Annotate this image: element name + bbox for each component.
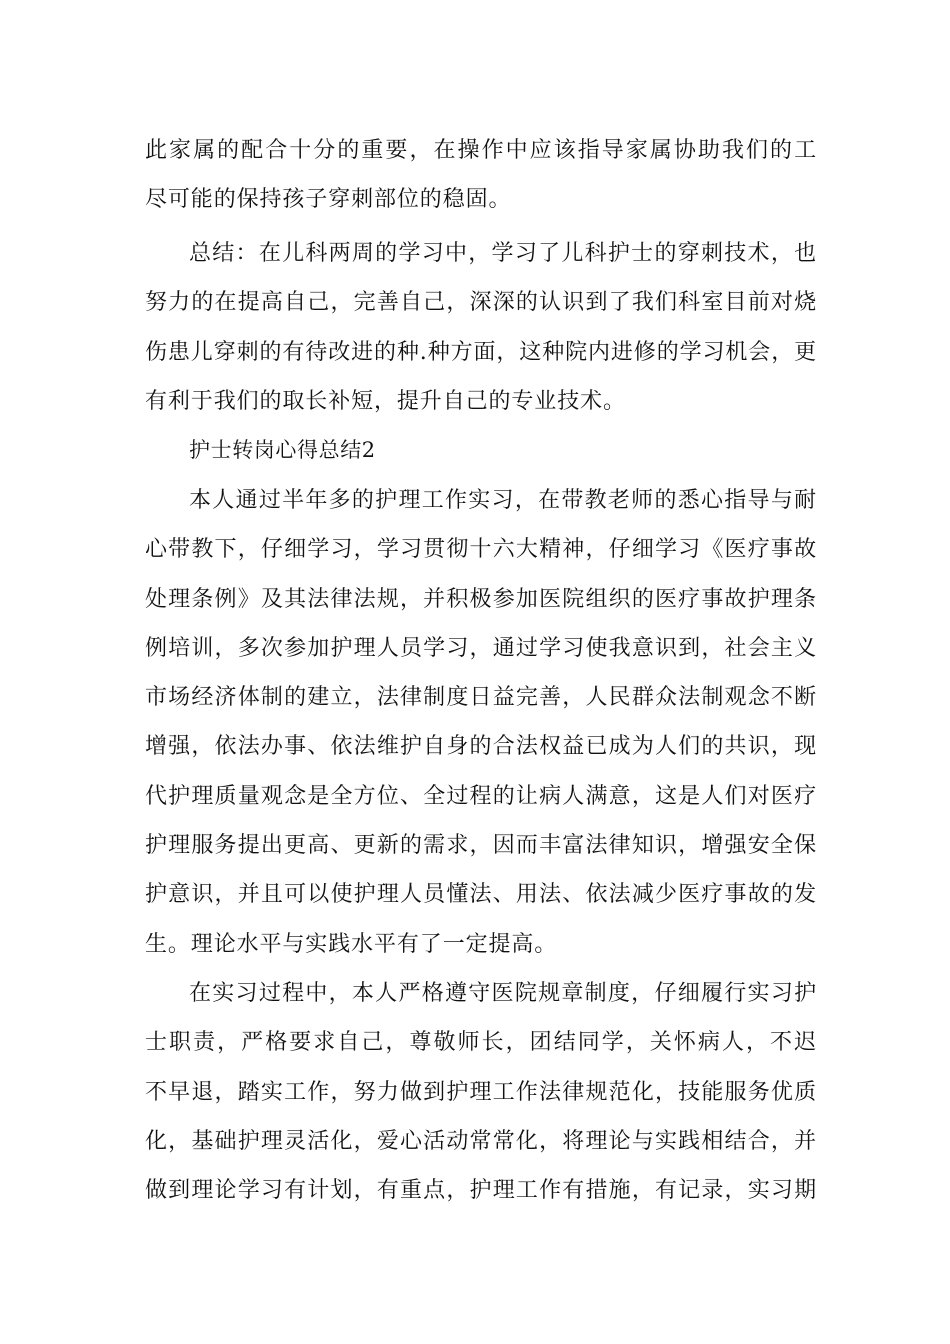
paragraph-summary <box>145 229 817 426</box>
text-line: 总结：在儿科两周的学习中，学习了儿科护士的穿刺技术，也 <box>189 241 817 266</box>
text-line: 市场经济体制的建立，法律制度日益完善，人民群众法制观念不断 <box>145 685 817 711</box>
text-line: 本人通过半年多的护理工作实习，在带教老师的悉心指导与耐 <box>189 488 817 513</box>
text-line: 护意识，并且可以使护理人员懂法、用法、依法减少医疗事故的发 <box>145 882 817 908</box>
text-line: 士职责，严格要求自己，尊敬师长，团结同学，关怀病人，不迟 <box>145 1030 817 1056</box>
text-line: 护理服务提出更高、更新的需求，因而丰富法律知识，增强安全保 <box>145 833 817 859</box>
text-line: 有利于我们的取长补短，提升自己的专业技术。 <box>145 388 626 414</box>
heading-text: 护士转岗心得总结2 <box>189 438 376 462</box>
text-line: 不早退，踏实工作，努力做到护理工作法律规范化，技能服务优质 <box>145 1079 817 1105</box>
text-line: 在实习过程中，本人严格遵守医院规章制度，仔细履行实习护 <box>189 981 817 1006</box>
text-line: 生。理论水平与实践水平有了一定提高。 <box>145 931 558 957</box>
text-line: 例培训，多次参加护理人员学习，通过学习使我意识到，社会主义 <box>145 635 817 661</box>
text-line: 化，基础护理灵活化，爱心活动常常化，将理论与实践相结合，并 <box>145 1128 817 1154</box>
text-line: 尽可能的保持孩子穿刺部位的稳固。 <box>145 187 512 213</box>
text-line: 处理条例》及其法律法规，并积极参加医院组织的医疗事故护理条 <box>145 586 817 612</box>
text-line: 增强，依法办事、依法维护自身的合法权益已成为人们的共识，现 <box>145 734 817 760</box>
text-line: 心带教下，仔细学习，学习贯彻十六大精神，仔细学习《医疗事故 <box>145 537 817 563</box>
paragraph-continuation <box>145 126 817 225</box>
text-line: 努力的在提高自己，完善自己，深深的认识到了我们科室目前对烧 <box>145 290 817 316</box>
section-heading <box>145 426 817 475</box>
paragraph-body-2 <box>145 969 817 1215</box>
paragraph-body-1 <box>145 476 817 969</box>
text-line: 伤患儿穿刺的有待改进的种.种方面，这种院内进修的学习机会，更 <box>145 339 817 365</box>
text-line: 此家属的配合十分的重要，在操作中应该指导家属协助我们的工 <box>145 138 817 163</box>
text-line: 代护理质量观念是全方位、全过程的让病人满意，这是人们对医疗 <box>145 783 817 809</box>
text-line: 做到理论学习有计划，有重点，护理工作有措施，有记录，实习期 <box>145 1178 817 1204</box>
